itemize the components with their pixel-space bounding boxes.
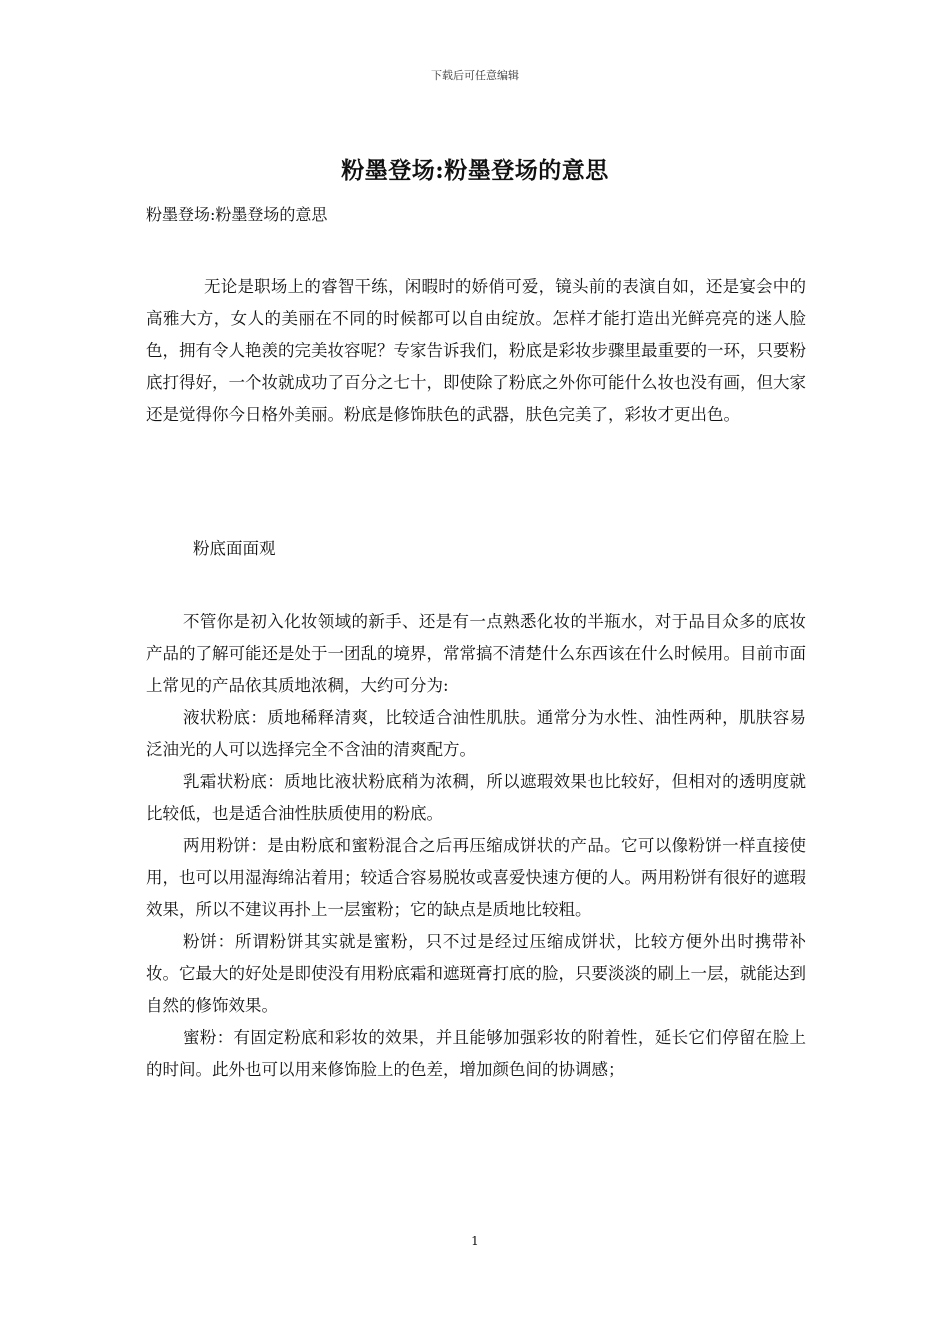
paragraph-liquid-foundation: 液状粉底：质地稀释清爽，比较适合油性肌肤。通常分为水性、油性两种，肌肤容易泛油光的人可以选择完全不含油的清爽配方。 xyxy=(146,708,806,759)
paragraph-loose-powder: 蜜粉：有固定粉底和彩妆的效果，并且能够加强彩妆的附着性，延长它们停留在脸上的时间。此外也可以用来修饰脸上的色差，增加颜色间的协调感； xyxy=(146,1028,806,1079)
paragraph-pressed-powder: 粉饼：所谓粉饼其实就是蜜粉，只不过是经过压缩成饼状，比较方便外出时携带补妆。它最大的好处是即使没有用粉底霜和遮斑膏打底的脸，只要淡淡的刷上一层，就能达到自然的修饰效果。 xyxy=(146,932,806,1015)
document-subtitle: 粉墨登场:粉墨登场的意思 xyxy=(146,205,328,224)
intro-paragraph: 无论是职场上的睿智干练，闲暇时的娇俏可爱，镜头前的表演自如，还是宴会中的高雅大方，女人的美丽在不同的时候都可以自由绽放。怎样才能打造出光鲜亮亮的迷人脸色，拥有令人艳羡的完美妆容呢？专家告诉我们，粉底是彩妆步骤里最重要的一环，只要粉底打得好，一个妆就成功了百分之七十，即使除了粉底之外你可能什么妆也没有画，但大家还是觉得你今日格外美丽。粉底是修饰肤色的武器，肤色完美了，彩妆才更出色。 xyxy=(146,277,806,424)
section-body xyxy=(146,606,806,1086)
paragraph-overview: 不管你是初入化妆领域的新手、还是有一点熟悉化妆的半瓶水，对于品目众多的底妆产品的了解可能还是处于一团乱的境界，常常搞不清楚什么东西该在什么时候用。目前市面上常见的产品依其质地浓稠，大约可分为: xyxy=(146,612,806,695)
paragraph-two-way-cake: 两用粉饼：是由粉底和蜜粉混合之后再压缩成饼状的产品。它可以像粉饼一样直接使用，也可以用湿海绵沾着用；较适合容易脱妆或喜爱快速方便的人。两用粉饼有很好的遮瑕效果，所以不建议再扑上一层蜜粉；它的缺点是质地比较粗。 xyxy=(146,836,806,919)
document-title: 粉墨登场:粉墨登场的意思 xyxy=(341,157,609,184)
section-heading: 粉底面面观 xyxy=(193,539,276,558)
paragraph-cream-foundation: 乳霜状粉底：质地比液状粉底稍为浓稠，所以遮瑕效果也比较好，但相对的透明度就比较低，也是适合油性肤质使用的粉底。 xyxy=(146,772,806,823)
page-number: 1 xyxy=(471,1234,479,1248)
header-note: 下载后可任意编辑 xyxy=(431,69,519,82)
